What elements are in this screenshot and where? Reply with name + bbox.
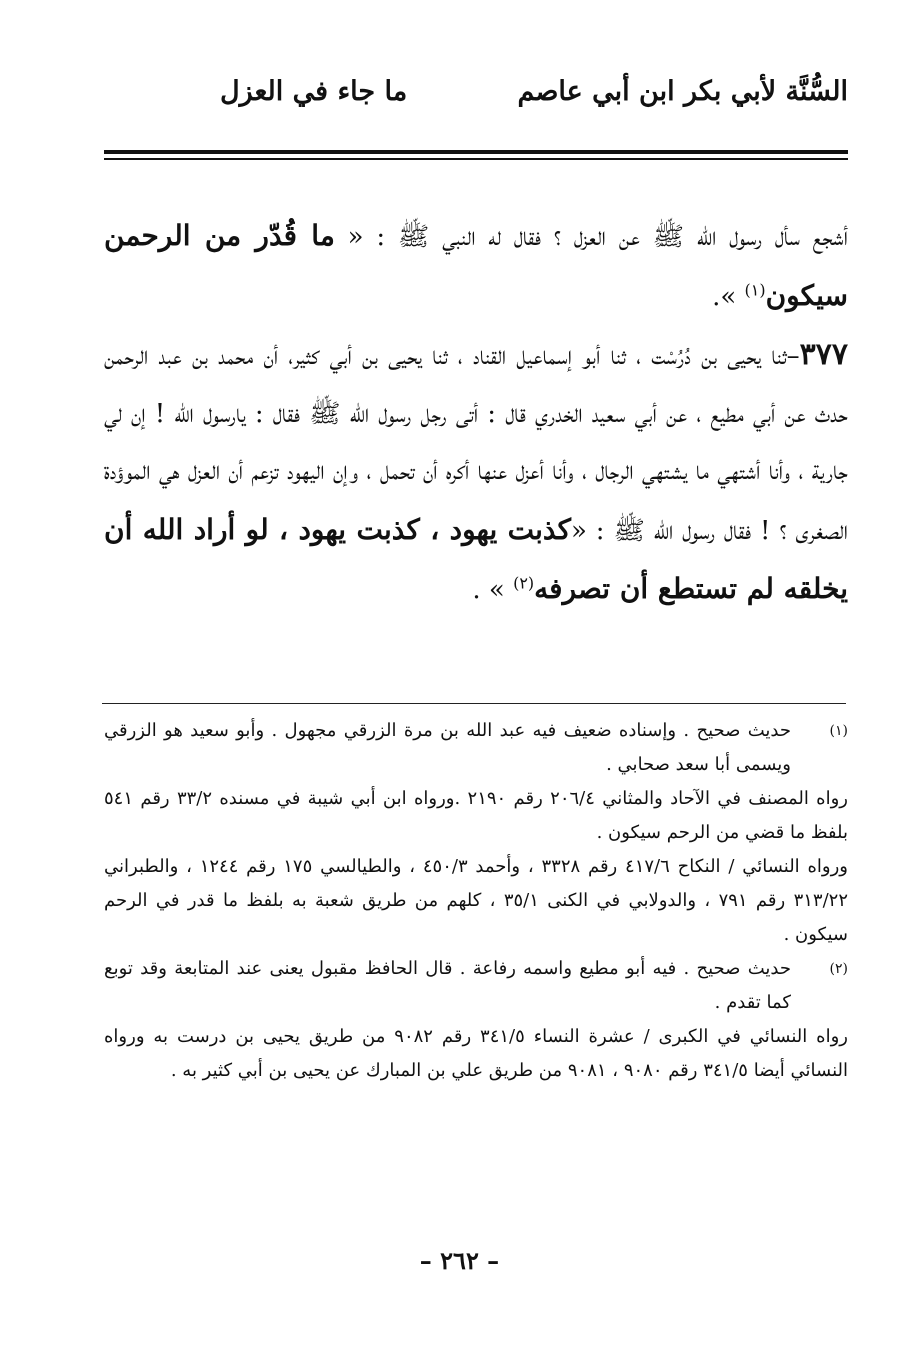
footnote-1-source-b: ورواه النسائي / النكاح ٤١٧/٦ رقم ٣٣٢٨ ، وأحمد ٤٥٠/٣ ، والطيالسي ١٧٥ رقم ١٢٤٤ ، والطبراني ٣١٣/٢٢ رقم ٧٩١ ، والدولابي في الكنى ٣٥/١ ، كلهم من طريق شعبة به بلفظ ما قدر في الرحم سيكون . (104, 856, 848, 945)
footnote-1-text: حديث صحيح . وإسناده ضعيف فيه عبد الله بن مرة الزرقي مجهول . وأبو سعيد هو الزرقي ويسمى أبا سعد صحابي . (104, 720, 791, 775)
page-number: – ٢٦٢ – (419, 1246, 500, 1275)
footnote-1 (104, 714, 848, 782)
chapter-title: ما جاء في العزل (220, 76, 408, 107)
header-rule-thin (104, 158, 848, 160)
footnote-1-marker: (١) (829, 723, 848, 739)
main-text (104, 207, 848, 620)
hadith-377-paragraph (104, 326, 848, 620)
running-header (100, 70, 848, 120)
footnote-2-source: رواه النسائي في الكبرى / عشرة النساء ٣٤١/٥ رقم ٩٠٨٢ من طريق يحيى بن درست به ورواه النسائي أيضا ٣٤١/٥ رقم ٩٠٨٠ ، ٩٠٨١ من طريق علي بن المبارك عن يحيى بن أبي كثير به . (104, 1026, 848, 1081)
footnote-2-marker: (٢) (829, 961, 848, 977)
footnotes-section (104, 714, 848, 1088)
footnote-ref-2[interactable]: (٢) (513, 573, 535, 593)
footnote-separator (102, 703, 846, 704)
continued-hadith-paragraph (104, 207, 848, 326)
header-rule-thick (104, 150, 848, 154)
hadith-377-text: –ثنا يحيى بن دُرُسْت ، ثنا أبو إسماعيل القناد ، ثنا يحيى بن أبي كثير، أن محمد بن عبد الرحمن حدث عن أبي مطيع ، عن أبي سعيد الخدري قال : أتى رجل رسول الله ﷺ فقال : يارسول الله ! إن لي جارية ، وأنا أشتهي ما يشتهي الرجال ، وأنا أعزل عنها أكره أن تحمل ، وإن اليهود تزعم أن العزل هي الموؤدة الصغرى ؟ ! فقال رسول الله ﷺ : « (104, 341, 848, 546)
quote-close-2: » . (472, 575, 514, 605)
prophet-saying-2: كذبت يهود ، كذبت يهود ، لو أراد الله أن يخلقه لم تستطع أن تصرفه (104, 512, 848, 605)
continued-hadith-text: أشجع سأل رسول الله ﷺ عن العزل ؟ فقال له النبي ﷺ : « (334, 222, 848, 252)
hadith-number: ٣٧٧ (799, 337, 848, 372)
footnote-2 (104, 952, 848, 1020)
footnote-2-text: حديث صحيح . فيه أبو مطيع واسمه رفاعة . قال الحافظ مقبول يعنى عند المتابعة وقد توبع كما تقدم . (104, 958, 791, 1013)
quote-close-1: ». (712, 281, 745, 312)
prophet-saying-1: ما قُدّر من الرحمن سيكون (104, 219, 848, 312)
footnote-ref-1[interactable]: (١) (744, 279, 766, 299)
footnote-1-source-a: رواه المصنف في الآحاد والمثاني ٢٠٦/٤ رقم ٢١٩٠ .ورواه ابن أبي شيبة في مسنده ٣٣/٢ رقم ٥٤١ بلفظ ما قضي من الرحم سيكون . (104, 788, 848, 843)
book-title: السُّنَّة لأبي بكر ابن أبي عاصم (517, 76, 848, 107)
